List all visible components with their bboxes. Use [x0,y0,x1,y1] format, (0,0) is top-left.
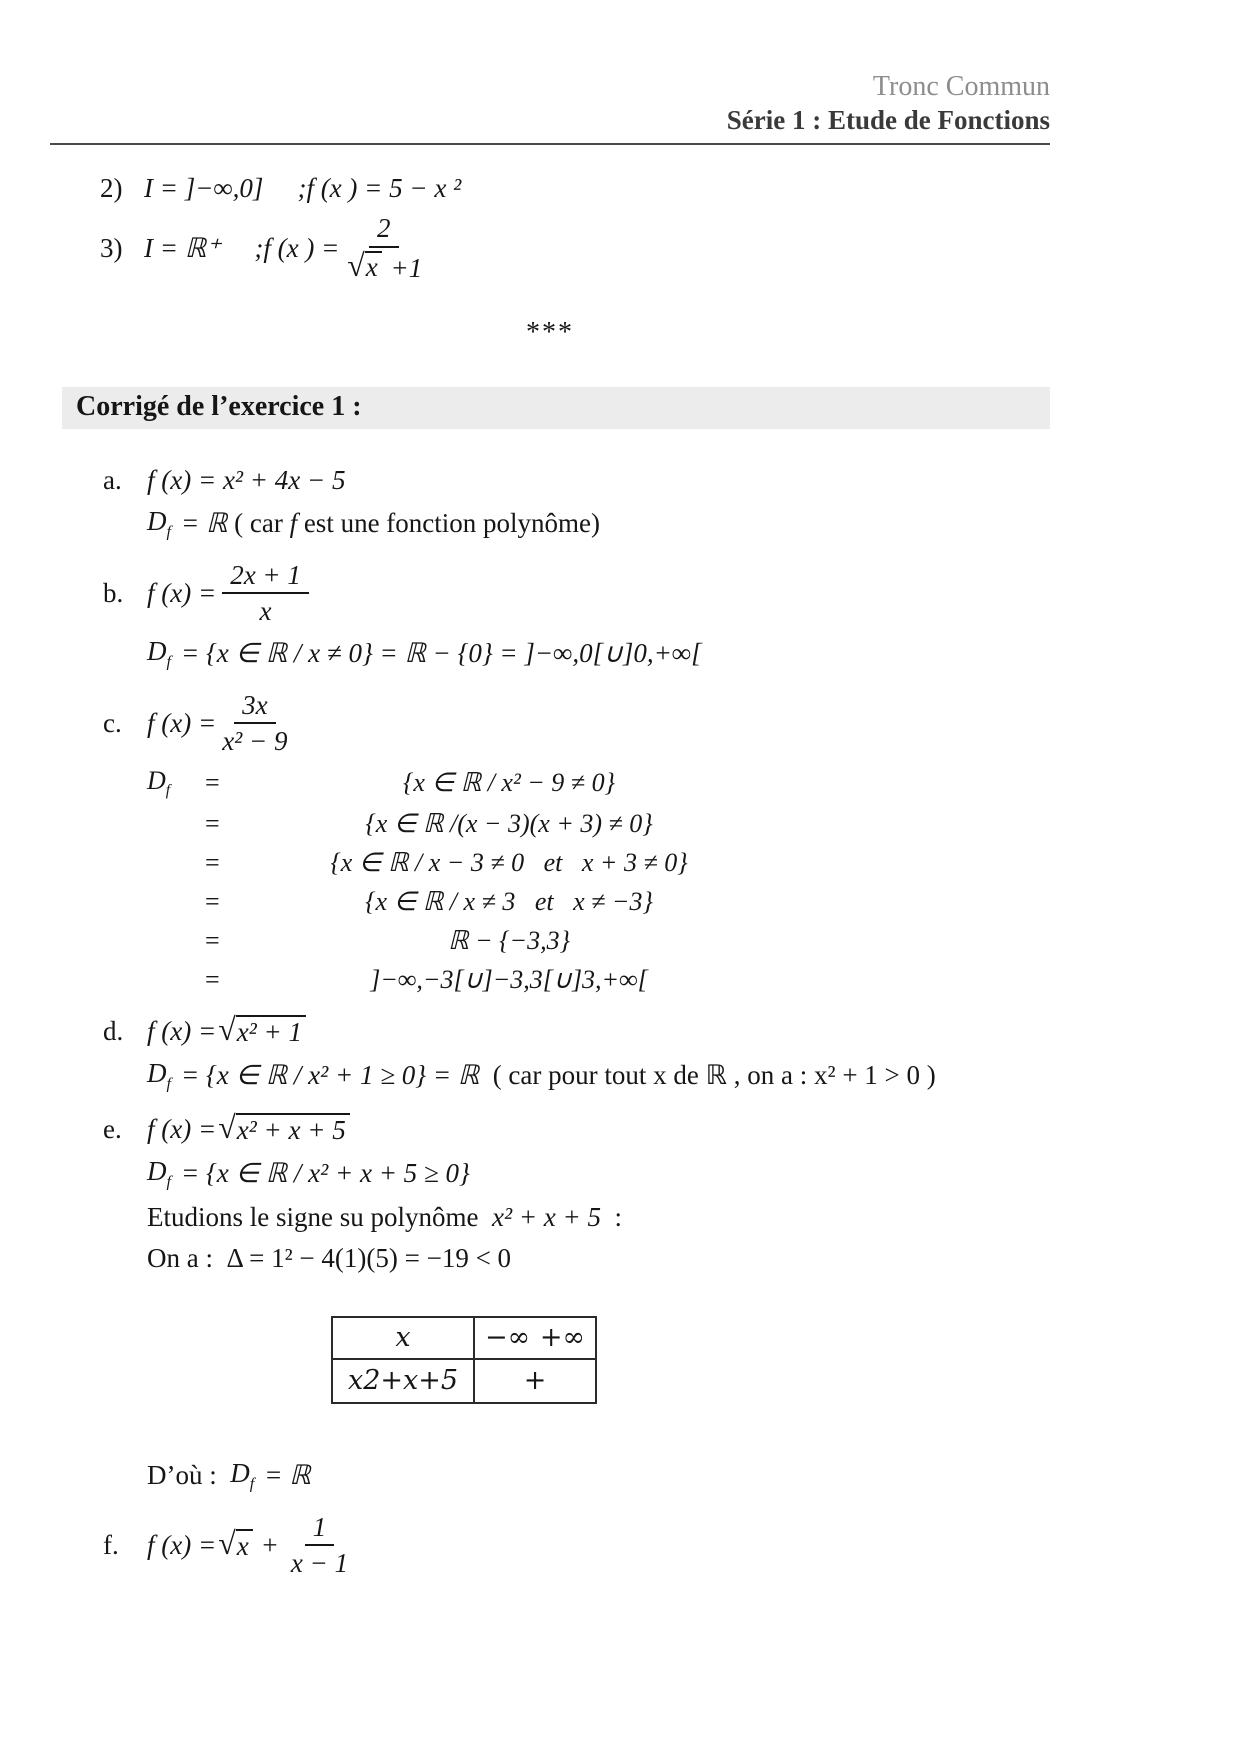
square-root [218,1110,350,1146]
domain-of-f [147,636,171,671]
domain-expression: = {x ∈ ℝ / x² + x + 5 ≥ 0} [181,1158,470,1189]
function-subscript: f [166,652,171,671]
function-subscript: f [166,1172,171,1191]
interval-expression: I = ℝ⁺ [144,232,221,263]
equals-sign: = [205,925,220,955]
statement-item-2 [100,173,1050,204]
domain-of-f [147,506,171,541]
equals-sign: = [205,808,220,838]
domain-symbol: D [147,505,167,536]
equation-row [147,766,1050,800]
radical-icon: √ [218,1110,236,1146]
equation-rhs: {x ∈ ℝ / x ≠ 3 et x ≠ −3} [365,886,653,916]
equals-sign: = [205,964,220,994]
domain-line [147,506,1050,541]
variable-x: x [395,1322,411,1354]
item-label: c. [103,707,122,738]
equation-row [147,965,1050,995]
item-label: b. [103,577,124,608]
header-course: Tronc Commun [872,71,1050,102]
fraction [291,1513,348,1578]
statement-item-3 [100,214,1050,282]
item-label: a. [103,464,122,495]
solution-item-b [103,561,1050,671]
fraction-denominator [345,248,422,283]
equation-chain [147,766,1050,995]
square-root [347,247,381,283]
solutions [50,465,1050,1578]
section-title: Corrigé de l’exercice 1 : [62,387,1050,429]
fraction [345,214,422,282]
domain-expression: = {x ∈ ℝ / x ≠ 0} = ℝ − {0} = ]−∞,0[∪]0,+∞[ [181,637,702,668]
conclusion-line [147,1458,1050,1493]
sign-table [331,1316,597,1404]
equation-rhs: {x ∈ ℝ /(x − 3)(x + 3) ≠ 0} [365,808,653,838]
sign-study-line [147,1202,1050,1233]
comment-variable: f [289,507,298,538]
function-line [103,691,1050,756]
domain-of-f [230,1458,254,1493]
table-header-variable [333,1318,475,1360]
equation-rhs: {x ∈ ℝ / x − 3 ≠ 0 et x + 3 ≠ 0} [330,847,688,877]
conclusion-intro: D’où : [147,1459,231,1490]
radicand: x [365,251,382,281]
equation-row [147,809,1050,839]
function-line [103,561,1050,626]
plus-operator: + [260,1529,279,1560]
comment-text: ( car pour tout x de ℝ , on a : x² + 1 > 0 ) [479,1060,936,1091]
equals-sign: = [205,847,220,877]
conclusion-expression: = ℝ [264,1459,311,1490]
square-root [218,1011,306,1048]
exercise-statement [50,173,1050,282]
radical-icon: √ [218,1525,236,1561]
solution-item-d [103,1011,1050,1093]
discriminant-intro: On a : [147,1242,227,1273]
fraction-numerator: 3x [234,691,275,724]
fraction-numerator: 1 [305,1513,335,1546]
function-line [103,1110,1050,1146]
item-number: 2) [100,173,123,204]
domain-line [147,1058,1050,1093]
equals-sign: = [205,767,220,797]
item-label: d. [103,1015,124,1046]
function-line [103,1011,1050,1048]
function-expression: ;f (x ) = [254,232,340,263]
fraction [222,691,287,756]
polynomial-label: x2+x+5 [347,1365,459,1397]
function-expression: f (x) = [147,1015,217,1046]
comment-text: ( car [227,507,290,538]
square-root [218,1525,252,1562]
comment-text: est une fonction polynôme) [297,507,601,538]
fraction [222,561,309,626]
function-subscript: f [166,1074,171,1093]
table-row-polynomial [333,1360,475,1402]
study-text: Etudions le signe su polynôme [147,1201,492,1232]
function-expression: f (x) = [147,1114,217,1145]
fraction-numerator: 2x + 1 [222,561,309,594]
domain-line [147,1156,1050,1191]
function-line [103,465,1050,496]
denominator-rest: +1 [383,253,423,284]
radical-icon: √ [218,1011,236,1047]
equals-sign: = [205,886,220,916]
radical-icon: √ [347,247,365,283]
plus-sign: + [523,1365,547,1397]
document-header [50,70,1050,145]
function-expression: f (x) = [147,707,217,738]
domain-symbol: D [147,635,167,666]
function-expression: f (x) = x² + 4x − 5 [147,464,346,495]
equation-row [147,887,1050,917]
function-expression: f (x) = [147,577,217,608]
fraction-denominator: x − 1 [290,1548,349,1579]
solution-item-f [103,1513,1050,1578]
fraction-denominator: x [259,596,272,627]
table-header-bounds [475,1318,595,1360]
negative-infinity: −∞ [485,1322,531,1354]
item-number: 3) [100,232,123,263]
domain-symbol: D [147,1156,167,1187]
domain-symbol: D [147,1057,167,1088]
function-expression: f (x) = [147,1529,217,1560]
function-subscript: f [166,521,171,540]
equation-rhs: ]−∞,−3[∪]−3,3[∪]3,+∞[ [370,964,648,994]
equation-rhs: ℝ − {−3,3} [448,925,570,955]
domain-of-f [147,766,195,800]
radicand: x² + x + 5 [236,1113,350,1146]
header-rule [50,143,1050,145]
radicand: x² + 1 [236,1015,306,1048]
fraction-numerator: 2 [369,214,399,247]
solution-item-a [103,465,1050,541]
positive-infinity: +∞ [539,1322,585,1354]
item-label: f. [103,1529,119,1560]
equation-row [147,848,1050,878]
domain-expression: = {x ∈ ℝ / x² + 1 ≥ 0} = ℝ [181,1060,480,1091]
function-subscript: f [249,1474,255,1493]
solution-item-c [103,691,1050,995]
header-series-title: Série 1 : Etude de Fonctions [726,104,1050,135]
domain-line [147,636,1050,671]
domain-symbol: D [230,1457,250,1488]
domain-symbol: D [147,765,166,795]
function-line [103,1513,1050,1578]
equation-rhs: {x ∈ ℝ / x² − 9 ≠ 0} [403,767,615,797]
function-expression: ;f (x ) = 5 − x ² [297,173,462,204]
radicand: x [236,1529,253,1562]
table-sign-cell [475,1360,595,1402]
interval-expression: I = ]−∞,0] [144,173,264,204]
function-subscript: f [165,781,171,799]
solution-item-e [103,1110,1050,1493]
item-label: e. [103,1114,122,1145]
study-colon: : [601,1201,623,1232]
domain-of-f [147,1156,171,1191]
domain-of-f [147,1058,171,1093]
discriminant-expression: Δ = 1² − 4(1)(5) = −19 < 0 [226,1242,512,1273]
fraction-denominator: x² − 9 [222,726,288,757]
discriminant-line [147,1243,1050,1274]
equation-row [147,926,1050,956]
domain-expression: = ℝ [181,507,228,538]
section-separator: *** [526,316,574,348]
polynomial-expression: x² + x + 5 [491,1201,601,1232]
